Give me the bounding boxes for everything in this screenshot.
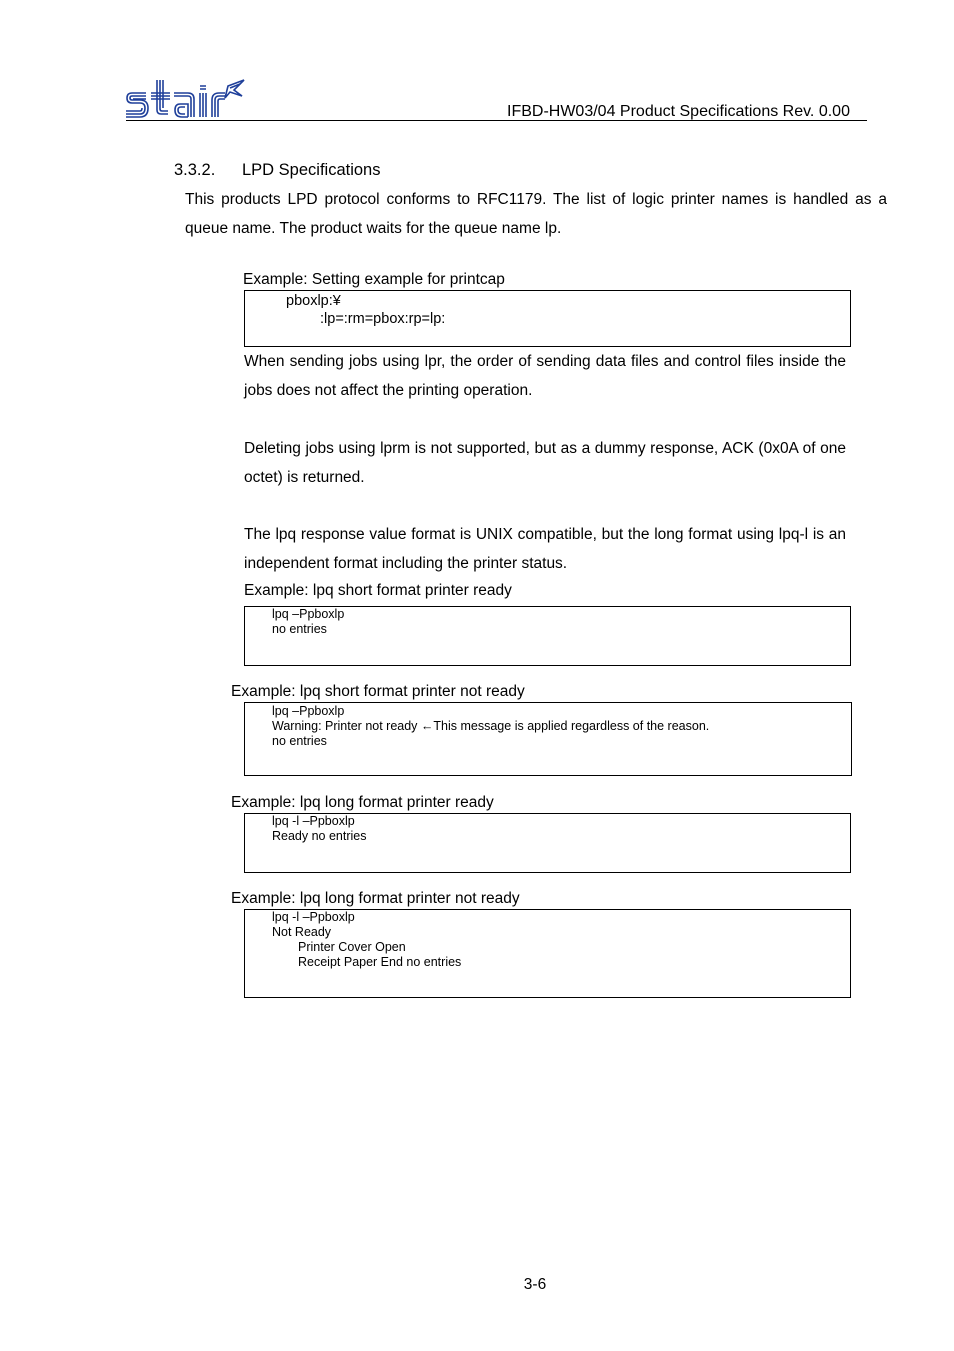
section-number: 3.3.2.	[174, 161, 216, 179]
intro-paragraph: This products LPD protocol conforms to RFC1179. The list of logic printer names is handled as a queue name. The product waits for the queue name lp.	[185, 191, 887, 237]
code-line: lpq -l –Ppboxlp	[272, 910, 355, 924]
example-caption-short-not-ready: Example: lpq short format printer not ready	[231, 683, 525, 700]
code-line: no entries	[272, 734, 327, 748]
code-line: lpq –Ppboxlp	[272, 607, 345, 621]
code-line: Ready no entries	[272, 829, 367, 843]
code-line: lpq –Ppboxlp	[272, 704, 345, 718]
example-caption-long-ready: Example: lpq long format printer ready	[231, 794, 494, 811]
header-divider	[126, 120, 867, 121]
code-line: lpq -l –Ppboxlp	[272, 814, 355, 828]
document-header-title: IFBD-HW03/04 Product Specifications Rev. 0.00	[507, 103, 850, 120]
page-number: 3-6	[523, 1276, 547, 1293]
star-logo	[124, 76, 248, 122]
code-line: Not Ready	[272, 925, 332, 939]
code-line: pboxlp:¥	[286, 293, 341, 309]
lpq-format-paragraph: The lpq response value format is UNIX compatible, but the long format using lpq-l is an independent format including the printer status.	[244, 526, 846, 572]
code-line: Receipt Paper End no entries	[298, 955, 462, 969]
code-box-short-ready	[244, 606, 851, 666]
code-box-long-ready	[244, 813, 851, 873]
code-box-long-not-ready	[244, 909, 851, 998]
code-box-printcap	[244, 290, 851, 347]
code-line: no entries	[272, 622, 327, 636]
code-line: :lp=:rm=pbox:rp=lp:	[320, 311, 446, 327]
lpr-order-paragraph: When sending jobs using lpr, the order of sending data files and control files inside the jobs does not affect the printing operation.	[244, 353, 846, 399]
example-caption-long-not-ready: Example: lpq long format printer not ready	[231, 890, 520, 907]
section-title: LPD Specifications	[242, 161, 381, 179]
example-caption-printcap: Example: Setting example for printcap	[243, 271, 505, 288]
example-caption-short-ready: Example: lpq short format printer ready	[244, 582, 512, 599]
code-line: Printer Cover Open	[298, 940, 406, 954]
lprm-paragraph: Deleting jobs using lprm is not supported, but as a dummy response, ACK (0x0A of one octet) is returned.	[244, 440, 846, 486]
code-box-short-not-ready	[244, 702, 852, 776]
code-line: Warning: Printer not ready ←This message is applied regardless of the reason.	[272, 719, 710, 733]
